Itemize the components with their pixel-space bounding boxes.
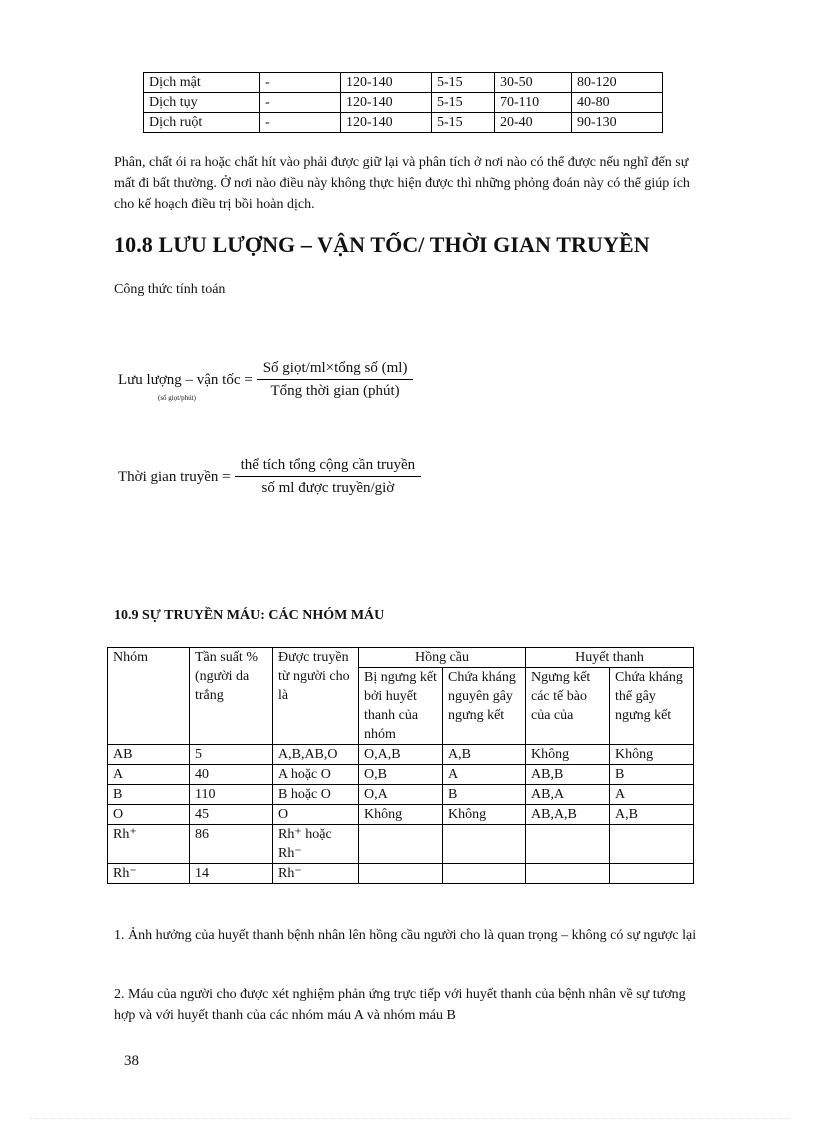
table-cell-empty — [610, 864, 694, 884]
formula-denominator: Tổng thời gian (phút) — [270, 383, 400, 399]
table-cell-empty — [526, 864, 610, 884]
table-cell: 110 — [190, 785, 273, 805]
table-row — [144, 93, 663, 113]
table-cell: 86 — [190, 825, 273, 864]
blood-group-table — [107, 647, 694, 884]
table-cell: 5-15 — [432, 93, 495, 113]
table-cell: 40 — [190, 765, 273, 785]
table-row — [108, 825, 694, 864]
note-paragraph-2: 2. Máu của người cho được xét nghiệm phản ứng trực tiếp với huyết thanh của bệnh nhân về sự tương hợp và với huyết thanh của các nhóm máu A và nhóm máu B — [114, 987, 686, 1023]
table-cell: Dịch ruột — [144, 113, 260, 133]
table-cell: A hoặc O — [273, 765, 359, 785]
table-row — [108, 805, 694, 825]
table-cell: A — [610, 785, 694, 805]
formula-fraction — [235, 457, 422, 497]
body-paragraph: Phân, chất ói ra hoặc chất hít vào phải được giữ lại và phân tích ở nơi nào có thể được nếu nghĩ đến sự mất đi bất thường. Ở nơi nào điều này không thực hiện được thì những phỏng đoán này có thể giúp ích cho kế hoạch điều trị bồi hoàn dịch. — [114, 155, 690, 212]
table-cell: A,B,AB,O — [273, 745, 359, 765]
table-cell: 80-120 — [572, 73, 663, 93]
table-cell-empty — [359, 825, 443, 864]
table-cell: 120-140 — [341, 93, 432, 113]
table-row — [144, 73, 663, 93]
infusion-time-formula — [118, 457, 421, 497]
subheader-antigen: Chứa kháng nguyên gây ngưng kết — [443, 668, 526, 745]
page-number: 38 — [124, 1053, 139, 1069]
table-cell: A — [443, 765, 526, 785]
subsection-heading: 10.9 SỰ TRUYỀN MÁU: CÁC NHÓM MÁU — [114, 608, 385, 623]
header-donor: Được truyền từ người cho là — [273, 648, 359, 745]
section-heading: 10.8 LƯU LƯỢNG – VẬN TỐC/ THỜI GIAN TRUYỀN — [114, 232, 650, 257]
header-serum: Huyết thanh — [526, 648, 694, 668]
formula-fraction — [257, 360, 414, 400]
table-cell: B — [108, 785, 190, 805]
table-cell: 5-15 — [432, 73, 495, 93]
table-cell: Rh⁺ — [108, 825, 190, 864]
page-bottom-rule — [30, 1118, 790, 1119]
table-cell-empty — [443, 825, 526, 864]
table-cell: 20-40 — [495, 113, 572, 133]
table-cell: O,A — [359, 785, 443, 805]
table-row — [144, 113, 663, 133]
table-cell: Không — [359, 805, 443, 825]
subheader-agglutinated-by: Bị ngưng kết bởi huyết thanh của nhóm — [359, 668, 443, 745]
formula-lhs-text: Lưu lượng – vận tốc = — [118, 371, 253, 388]
table-cell: O — [273, 805, 359, 825]
table-cell: AB,A,B — [526, 805, 610, 825]
table-cell: A,B — [443, 745, 526, 765]
table-cell: 5-15 — [432, 113, 495, 133]
header-red-cells: Hồng cầu — [359, 648, 526, 668]
table-row — [108, 765, 694, 785]
table-cell: O — [108, 805, 190, 825]
formula-label: Công thức tính toán — [114, 282, 226, 297]
table-row — [108, 785, 694, 805]
table-cell: O,A,B — [359, 745, 443, 765]
table-cell: - — [260, 93, 341, 113]
header-frequency: Tần suất % (người da trắng — [190, 648, 273, 745]
subheader-antibody: Chứa kháng thể gây ngưng kết — [610, 668, 694, 745]
table-cell: B hoặc O — [273, 785, 359, 805]
table-cell: 40-80 — [572, 93, 663, 113]
table-cell-empty — [526, 825, 610, 864]
table-cell: AB,B — [526, 765, 610, 785]
formula-subnote: (số giọt/phút) — [158, 393, 196, 402]
note-paragraph-1: 1. Ảnh hưởng của huyết thanh bệnh nhân lên hồng cầu người cho là quan trọng – không có sự ngược lại — [114, 928, 697, 943]
table-row — [108, 745, 694, 765]
table-cell: - — [260, 73, 341, 93]
fluid-table — [143, 72, 663, 133]
table-cell: 30-50 — [495, 73, 572, 93]
table-cell: Dịch mật — [144, 73, 260, 93]
table-cell: Rh⁺ hoặc Rh⁻ — [273, 825, 359, 864]
table-cell: AB — [108, 745, 190, 765]
table-row — [108, 864, 694, 884]
table-cell: 90-130 — [572, 113, 663, 133]
table-cell: Rh⁻ — [108, 864, 190, 884]
formula-lhs-text: Thời gian truyền = — [118, 468, 231, 485]
table-cell-empty — [359, 864, 443, 884]
table-cell: Không — [610, 745, 694, 765]
table-cell: 45 — [190, 805, 273, 825]
table-cell: O,B — [359, 765, 443, 785]
flow-rate-formula — [118, 360, 413, 400]
table-cell: Dịch tụy — [144, 93, 260, 113]
table-cell: B — [443, 785, 526, 805]
table-header-row — [108, 648, 694, 668]
table-cell: 5 — [190, 745, 273, 765]
table-cell: 120-140 — [341, 73, 432, 93]
table-cell: B — [610, 765, 694, 785]
table-cell-empty — [443, 864, 526, 884]
formula-numerator: thể tích tổng cộng cần truyền — [235, 457, 422, 477]
formula-numerator: Số giọt/ml×tổng số (ml) — [257, 360, 414, 380]
table-cell: Không — [443, 805, 526, 825]
table-cell: A,B — [610, 805, 694, 825]
table-cell: 120-140 — [341, 113, 432, 133]
table-cell: AB,A — [526, 785, 610, 805]
table-cell: A — [108, 765, 190, 785]
table-cell: 14 — [190, 864, 273, 884]
table-cell: - — [260, 113, 341, 133]
formula-lhs — [118, 371, 253, 402]
table-cell-empty — [610, 825, 694, 864]
table-cell: Không — [526, 745, 610, 765]
header-group: Nhóm — [108, 648, 190, 745]
table-cell: 70-110 — [495, 93, 572, 113]
formula-denominator: số ml được truyền/giờ — [261, 480, 395, 496]
table-cell: Rh⁻ — [273, 864, 359, 884]
subheader-agglutinates: Ngưng kết các tế bào của của — [526, 668, 610, 745]
